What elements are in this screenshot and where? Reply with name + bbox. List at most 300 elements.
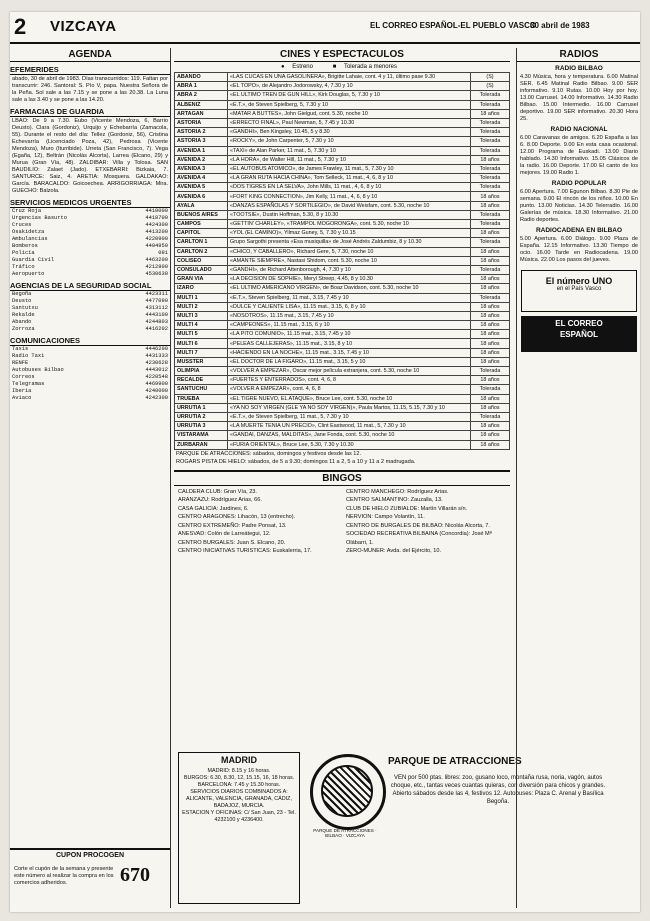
cinema-rating: 18 años — [471, 440, 510, 449]
cinema-name: ALBENIZ — [175, 100, 228, 109]
cinema-name: AVENIDA 3 — [175, 164, 228, 173]
cinema-name: MULTI 6 — [175, 339, 228, 348]
cinema-name: URRUTIA 2 — [175, 412, 228, 421]
table-row — [175, 183, 510, 192]
cinema-name: AVENIDA 5 — [175, 183, 228, 192]
agenda-item-name: Santutxu — [12, 305, 38, 311]
table-row — [175, 229, 510, 238]
bus-advert-line: SERVICIOS DIARIOS COMBINADOS A: ALICANTE, VALENCIA, GRANADA, CÁDIZ, BADAJOZ, MURCIA. — [186, 789, 292, 809]
radio-station-name: RADIO BILBAO — [555, 65, 603, 72]
cinema-listing: «AMANTE SIEMPRE», Nastasi Shidom, cont. 5.30, noche 10 — [228, 256, 471, 265]
table-row — [175, 201, 510, 210]
cinema-name: CAMPOS — [175, 220, 228, 229]
page-number: 2 — [14, 14, 27, 39]
agenda-item-phone: 4443012 — [145, 367, 168, 373]
cinema-listing: «EL AUTOBUS ATOMICO», de James Frawley, 11 mat., 5, 7.30 y 10 — [228, 164, 471, 173]
agenda-item-phone: 4220548 — [145, 374, 168, 380]
bingo-item: CENTRO INICIATIVAS TURISTICAS: Euskalerria, 17. — [178, 548, 312, 555]
agenda-item-phone: 4240000 — [145, 388, 168, 394]
table-row — [175, 91, 510, 100]
table-row — [175, 275, 510, 284]
cinema-rating: Tolerada — [471, 210, 510, 219]
agenda-list-item — [12, 367, 168, 374]
cinema-rating: Tolerada — [471, 220, 510, 229]
cinema-listing: «GANDAI, DANZAS, MALDITAS», Jane Fonda, cont. 5.30, noche 10 — [228, 431, 471, 440]
cinema-name: MULTI 1 — [175, 293, 228, 302]
agenda-list-item — [12, 298, 168, 305]
table-row — [175, 155, 510, 164]
cinema-name: CAPITOL — [175, 229, 228, 238]
radio-title: RADIOS — [517, 48, 640, 62]
table-row — [175, 247, 510, 256]
table-row — [175, 164, 510, 173]
agenda-item-name: Rekalde — [12, 312, 35, 318]
agenda-list-item — [12, 264, 168, 271]
cinema-listing: «ROCKY», de John Carpenter, 5, 7.30 y 10 — [228, 137, 471, 146]
cinema-listing: «E.T.», de Steven Spielberg, 11 mat., 5, 7.30 y 10 — [228, 412, 471, 421]
cinema-listing: «CAMPEONES», 11.15 mat., 3.15, 6 y 10 — [228, 321, 471, 330]
cinema-rating: 18 años — [471, 275, 510, 284]
cinema-rating: (S) — [471, 73, 510, 82]
table-row — [175, 137, 510, 146]
radio-stations — [517, 65, 640, 264]
agenda-item-phone: 4477090 — [145, 298, 168, 304]
cinema-name: AVENIDA 1 — [175, 146, 228, 155]
radio-station-schedule: 6.00 Apertura. 7.00 Egunon Bilbao. 8.30 Pie de semana. 9.00 El rincón de los niños. 10.00 En punto. 13.00 Noticias. 14.30 Telerradio. 16.00 Galerías de música. 18.30 Informativo. 21.00 Radio deportes. — [520, 189, 638, 223]
cinema-rating: 18 años — [471, 321, 510, 330]
agenda-heading: FARMACIAS DE GUARDIA — [10, 107, 170, 117]
table-row — [175, 394, 510, 403]
cinema-listing: «EL TOPO», de Alejandro Jodorowsky, 4, 7.30 y 10 — [228, 82, 471, 91]
note-1: PARQUE DE ATRACCIONES: sábados, domingos y festivos desde las 12. — [176, 450, 362, 457]
radio-station-name: RADIO NACIONAL — [550, 126, 608, 133]
agenda-item-name: RENFE — [12, 360, 29, 366]
cinema-rating: 18 años — [471, 403, 510, 412]
table-row — [175, 311, 510, 320]
seal-caption: PARQUE DE ATRACCIONES · BILBAO · VIZCAYA — [313, 828, 377, 838]
agenda-item-name: Taxis — [12, 346, 29, 352]
bingo-item: CENTRO MANCHEGO: Rodríguez Arias. — [346, 488, 449, 495]
table-row — [175, 220, 510, 229]
cinema-name: AVENIDA 6 — [175, 192, 228, 201]
agenda-list-item — [12, 291, 168, 298]
cinema-rating: Tolerada — [471, 183, 510, 192]
agenda-item-name: Urgencias Basurto — [12, 215, 67, 221]
cinema-name: ABRA 2 — [175, 91, 228, 100]
bingos-list-left — [174, 488, 342, 556]
radio-station-schedule: 5.00 Apertura. 6.00 Diálogo. 9.00 Plaza de España. 12.15 Informativo. 13.30 Tiempo de ocio. 16.00 Tarde en Radiocadena. 19.00 Música. 22.00 Los pasos del jueves. — [520, 236, 638, 263]
agenda-item-name: Aviaco — [12, 395, 32, 401]
cinema-name: CONSULADO — [175, 265, 228, 274]
bus-advert-line: MADRID: 8.15 y 16 horas. — [207, 768, 271, 774]
agenda-item-name: Zorroza — [12, 326, 35, 332]
table-row — [175, 293, 510, 302]
agenda-item-name: Iberia — [12, 388, 32, 394]
agenda-list-item — [12, 312, 168, 319]
cinema-listing: «EL DOCTOR DE LA FIGARO», 11.15 mat., 3.15, 5 y 10 — [228, 357, 471, 366]
cinema-rating: 18 años — [471, 339, 510, 348]
cinema-listing: «FORT KING CONNECTION», Jim Kelly, 11 mat., 4, 6, 8 y 10 — [228, 192, 471, 201]
radio-station-name: RADIO POPULAR — [551, 180, 607, 187]
bingo-item: CENTRO BURGALES: Juan S. Elcano, 20. — [178, 539, 286, 546]
bingos-title: BINGOS — [174, 472, 510, 486]
agenda-column — [10, 48, 171, 908]
cinema-rating: Tolerada — [471, 137, 510, 146]
agenda-item-phone: 4410000 — [145, 208, 168, 214]
bingo-item: CASA GALICIA: Jardines, 6. — [178, 505, 249, 512]
table-row — [175, 210, 510, 219]
agenda-item-phone: 4404950 — [145, 243, 168, 249]
cinema-listing: «DOS TIGRES EN LA SELVA», John Mills, 11 mat., 4, 6, 8 y 10 — [228, 183, 471, 192]
table-row — [175, 82, 510, 91]
cinema-listing: «VOLVER A EMPEZAR», cont. 4, 6, 8 — [228, 385, 471, 394]
cinema-name: ARTAGAN — [175, 109, 228, 118]
cinema-name: MUSSTER — [175, 357, 228, 366]
agenda-list-item — [12, 215, 168, 222]
agenda-item-name: Cruz Roja — [12, 208, 42, 214]
cinema-listing: «VOLVER A EMPEZAR», Oscar mejor película extranjera, cont. 5.30, noche 10 — [228, 367, 471, 376]
agenda-heading: EFEMERIDES — [10, 65, 170, 75]
agenda-item-name: Radio Taxi — [12, 353, 45, 359]
cinema-rating: 18 años — [471, 431, 510, 440]
cinema-rating: 18 años — [471, 357, 510, 366]
agenda-item-phone: 4413200 — [145, 229, 168, 235]
agenda-item-phone: 4431333 — [145, 353, 168, 359]
agenda-item-name: Ambulancias — [12, 236, 48, 242]
cinema-name: AYALA — [175, 201, 228, 210]
agenda-item-phone: 4423311 — [145, 291, 168, 297]
newspaper-name: EL CORREO ESPAÑOL-EL PUEBLO VASCO — [370, 21, 537, 30]
agenda-item-phone: 4463200 — [145, 257, 168, 263]
cinema-name: ASTORIA — [175, 118, 228, 127]
bingo-item: CALDERA CLUB: Gran Vía, 23. — [178, 488, 257, 495]
cinema-rating: Tolerada — [471, 128, 510, 137]
cinema-listing: «EL ULTIMO AMERICANO VIRGEN», de Boaz Davidson, cont. 5.30, noche 10 — [228, 284, 471, 293]
agenda-list — [12, 291, 168, 333]
agenda-item-name: Tráfico — [12, 264, 35, 270]
cinema-listing: «EL TIGRE NUEVO, EL ATAQUE», Bruce Lee, cont. 5.30, noche 10 — [228, 394, 471, 403]
agenda-list-item — [12, 388, 168, 395]
cinema-name: MULTI 3 — [175, 311, 228, 320]
table-row — [175, 118, 510, 127]
coupon-title: CUPON PROCOGEN — [55, 852, 125, 859]
cinema-rating: Tolerada — [471, 118, 510, 127]
cinema-listing: «E.T.», Steven Spielberg, 11 mat., 3.15, 7.45 y 10 — [228, 293, 471, 302]
bingos-list-right — [342, 488, 510, 556]
agenda-item-phone: 4416202 — [145, 326, 168, 332]
park-advert-title: PARQUE DE ATRACCIONES — [388, 756, 522, 767]
bingos-section — [174, 470, 510, 558]
cinema-rating: Tolerada — [471, 164, 510, 173]
agenda-list-item — [12, 374, 168, 381]
cinema-name: IZARO — [175, 284, 228, 293]
cinema-rating: 18 años — [471, 229, 510, 238]
agenda-text: LBAO: De 9 a 7.30. Eubo (Vicente Mendoza, 6, Barrio Deusto). Clara (Gordoniz), Urquijo y Echebarría (Zamacola, 55). Durante el resto del día: Tellez (Gordoniz, 56), Cristina Echevarría (Licenciado Poza, 42), Pedrosa (Vicente Mendoza), Muro (Iturribide). Urreta (San Francisco, 7). Vega (Egaña, 12), Beltrán (Nicolás Alcorta), Larrea (Elcano, 29) y Murua (Gran Vía, 48). ZALDIBAR: Villa y Tolosa. SAN BAUDILIO: Zalaet (Jado). ETXEBARRI: Bizkaia, 7. SANTURCE: Saiz, 4. ARETIA: Mosquera. GALDAKAO: García. BARACALDO: Goicoechea. ARRIGORRIAGA: Mira. GUECHO: Balzola. — [12, 118, 168, 194]
agenda-heading: SERVICIOS MEDICOS URGENTES — [10, 198, 170, 208]
cinema-rating: 18 años — [471, 394, 510, 403]
masthead-line-1: EL CORREO — [555, 319, 603, 328]
table-row — [175, 302, 510, 311]
cinema-name: SANTUCHU — [175, 385, 228, 394]
cinema-rating: 18 años — [471, 330, 510, 339]
legend-allowed: ■ Tolerada a menores — [332, 64, 397, 70]
agenda-list-item — [12, 381, 168, 388]
agenda-list-item — [12, 353, 168, 360]
agenda-list — [12, 346, 168, 402]
bingo-item: SOCIEDAD RECREATIVA BILBAINA (Concordia): José Mª Olábarri, 1. — [346, 531, 492, 546]
bus-advert-title: MADRID — [221, 755, 257, 765]
cinema-rating: 18 años — [471, 422, 510, 431]
promo-line-1: El número UNO — [545, 276, 613, 286]
coupon-number: 670 — [120, 864, 150, 886]
cinema-rating: Tolerada — [471, 100, 510, 109]
agenda-list — [12, 208, 168, 278]
agenda-item-name: Guardia Civil — [12, 257, 55, 263]
table-row — [175, 73, 510, 82]
table-row — [175, 422, 510, 431]
coupon-box — [10, 848, 170, 906]
agenda-list-item — [12, 346, 168, 353]
bus-advert-line: BURGOS: 6.30, 8.30, 12, 15.15, 16, 18 horas. — [183, 775, 295, 781]
cinema-rating: Tolerada — [471, 412, 510, 421]
cinema-listing: «FUERTES Y ENTERRADOS», cont. 4, 6, 8 — [228, 376, 471, 385]
newspaper-page — [10, 12, 640, 912]
park-seal-icon — [310, 754, 386, 830]
table-row — [175, 339, 510, 348]
legend-premiere: ● Estreno — [281, 64, 313, 70]
cinema-rating: Tolerada — [471, 367, 510, 376]
radio-station-schedule: 4.30 Música, hora y temperatura. 6.00 Matinal SER. 6.45 Matinal Radio Bilbao. 9.00 SER informativo. 9.10 Rutas. 10.00 Hoy por hoy. 13.00 Carrusel. 14.00 Informativo. 14.30 Radio Bilbao. 15.00 Intermedio. 16.00 Carrusel deportivo. 19.00 SER informativo. 20.30 Hora 25. — [520, 74, 638, 122]
agenda-list-item — [12, 208, 168, 215]
agenda-item-name: Correos — [12, 374, 35, 380]
issue-date: 30 abril de 1983 — [530, 21, 590, 30]
cinema-name: ZURBARAN — [175, 440, 228, 449]
cinema-legend — [174, 64, 510, 70]
cinema-listing: «MATAR A BUTTES», John Gielgud, cont. 5.30, noche 10 — [228, 109, 471, 118]
cinema-listing: «ERRECTO FINAL», Paul Newman, 5, 7.45 y 10.30 — [228, 118, 471, 127]
table-row — [175, 330, 510, 339]
cinema-listing: «DULCE Y CALIENTE LISA», 11.15 mat., 3.15, 6, 8 y 10 — [228, 302, 471, 311]
cinema-rating: 18 años — [471, 348, 510, 357]
agenda-heading: AGENCIAS DE LA SEGURIDAD SOCIAL — [10, 281, 170, 291]
cinema-name: RECALDE — [175, 376, 228, 385]
table-row — [175, 174, 510, 183]
cinema-listing: «LA DECISION DE SOPHIE», Meryl Streep, 4.45, 8 y 10.30 — [228, 275, 471, 284]
table-row — [175, 256, 510, 265]
cinema-listing: «GANDHI», Ben Kingsley, 10.45, 5 y 8.30 — [228, 128, 471, 137]
cinema-table — [174, 72, 510, 450]
cinema-name: CARLTON 1 — [175, 238, 228, 247]
cinema-rating: Tolerada — [471, 293, 510, 302]
agenda-item-phone: 091 — [158, 250, 168, 256]
agenda-list-item — [12, 395, 168, 402]
cinema-listing: Grupo Sargothi presenta «Esa musiquilla» de José Andrés Zaldumbiz, 8 y 10.30 — [228, 238, 471, 247]
table-row — [175, 440, 510, 449]
agenda-list-item — [12, 243, 168, 250]
coupon-text: Corte el cupón de la semana y presente este número al realizar la compra en los comercios adheridos. — [14, 866, 114, 886]
cinema-name: GRAN VIA — [175, 275, 228, 284]
agenda-item-phone: 4424300 — [145, 222, 168, 228]
table-row — [175, 128, 510, 137]
agenda-item-phone: 4212900 — [145, 264, 168, 270]
cinema-name: MULTI 5 — [175, 330, 228, 339]
bingo-item: CLUB DE HIELO ZUBIALDE: Martín Villarán s/n. — [346, 505, 468, 512]
agenda-item-name: Aeropuerto — [12, 271, 45, 277]
agenda-item-name: Bomberos — [12, 243, 38, 249]
cinema-name: ASTORIA 3 — [175, 137, 228, 146]
cinema-name: BUENOS AIRES — [175, 210, 228, 219]
agenda-item-name: Osakidetza — [12, 229, 45, 235]
table-row — [175, 412, 510, 421]
cinema-name: ABRA 1 — [175, 82, 228, 91]
cinema-name: VISTARAMA — [175, 431, 228, 440]
agenda-item-phone: 4313112 — [145, 305, 168, 311]
table-row — [175, 357, 510, 366]
cinema-listing: «TOOTSIE», Dustin Hoffman, 5.30, 8 y 10.30 — [228, 210, 471, 219]
radio-station-schedule: 6.00 Caravanas de amigos. 6.20 España a las 6. 8.00 Deporte. 9.00 En esta casa ocasional. 12.00 Programa de Euskadi. 13.00 Diario hablado. 14.30 Informativo. 15.05 Clásicos de la radio. 16.00 Deporte. 17.00 El canto de los mejores. 19.00 Radio 1. — [520, 135, 638, 176]
cinema-name: MULTI 2 — [175, 302, 228, 311]
promo-line-2: en el País Vasco — [556, 286, 602, 292]
agenda-list-item — [12, 360, 168, 367]
table-row — [175, 265, 510, 274]
cinema-listing: «DANZAS ESPAÑOLAS Y SORTILEGIO», de David Weisfam, cont. 5.30, noche 10 — [228, 201, 471, 210]
table-row — [175, 146, 510, 155]
cinema-rating: 18 años — [471, 256, 510, 265]
cinema-listing: «LAS CUCAS EN UNA GASOLINERA», Brigitte Lahaie, cont. 4 y 11, último pase 9.30 — [228, 73, 471, 82]
bingo-item: NERVION: Campo Volantín, 11. — [346, 514, 425, 521]
agenda-sections — [10, 65, 170, 402]
radio-station-name: RADIOCADENA EN BILBAO — [535, 227, 623, 234]
cinema-name: TRUEBA — [175, 394, 228, 403]
cinema-rating: (S) — [471, 82, 510, 91]
region-title: VIZCAYA — [50, 18, 117, 35]
cinema-listing: «HACIENDO EN LA NOCHE», 11.15 mat., 3.15, 7.45 y 10 — [228, 348, 471, 357]
cinema-rating: 18 años — [471, 302, 510, 311]
cinema-listing: «GANDHI», de Richard Attenborough, 4, 7.30 y 10 — [228, 265, 471, 274]
agenda-item-phone: 4242300 — [145, 395, 168, 401]
masthead-box — [521, 316, 637, 352]
bus-advert-line: ESTACION Y OFICINAS: C/ San Juan, 23 - Tel. 4232100 y 4236400. — [182, 810, 296, 823]
agenda-item-name: Policía — [12, 250, 35, 256]
cinema-name: MULTI 7 — [175, 348, 228, 357]
cinema-listing: «LA PITO COMUNIO», 11.15 mat., 3.15, 7.45 y 10 — [228, 330, 471, 339]
bingo-item: CENTRO ARAGONES: Lihacón, 13 (entrecho). — [178, 514, 296, 521]
agenda-item-phone: 4220900 — [145, 236, 168, 242]
bingo-item: ARANZAZU: Rodríguez Arias, 66. — [178, 497, 262, 504]
cinema-rating: Tolerada — [471, 385, 510, 394]
cinema-listing: «CHICO, Y CABALLERO», Richard Gere, 5, 7.30, noche 10 — [228, 247, 471, 256]
table-row — [175, 348, 510, 357]
cinema-rating: Tolerada — [471, 174, 510, 183]
agenda-item-name: Cruces — [12, 222, 32, 228]
cinema-name: URRUTIA 3 — [175, 422, 228, 431]
table-row — [175, 431, 510, 440]
agenda-item-phone: 4530630 — [145, 271, 168, 277]
cinema-rating: Tolerada — [471, 91, 510, 100]
park-advert-text: VEN por 500 ptas. libres: zoo, gusano loco, montaña rusa, noria, vagón, autos choque, etc., tantas veces cuantas quieras, con diversión para chicos y grandes. Abierto sábados desde las 4, festivos 12. Autobuses: Plaza C. Arenal y Basílica Begoña. — [390, 775, 606, 805]
cinema-name: AVENIDA 4 — [175, 174, 228, 183]
agenda-item-phone: 4443100 — [145, 312, 168, 318]
agenda-item-name: Autobuses Bilbao — [12, 367, 64, 373]
cinema-listing: «LA GRAN RUTA HACIA CHINA», Tom Selleck, 11 mat., 4, 6, 8 y 10 — [228, 174, 471, 183]
cinema-name: URRUTIA 1 — [175, 403, 228, 412]
agenda-list-item — [12, 229, 168, 236]
agenda-list-item — [12, 326, 168, 333]
bus-advert — [178, 752, 300, 904]
bingo-item: ANESVAD: Colón de Larreátegui, 12. — [178, 531, 271, 538]
cinema-listing: «NOSOTROS», 11.15 mat., 3.15, 7.45 y 10 — [228, 311, 471, 320]
cinema-listing: «LA HORA», de Walter Hill, 11 mat., 5, 7.30 y 10 — [228, 155, 471, 164]
cinema-listing: «GETTIN' CHARLEY», «TRAMPOL MOGORONGA», cont. 5.30, noche 10 — [228, 220, 471, 229]
cinema-rating: 18 años — [471, 155, 510, 164]
bingo-item: CENTRO DE BURGALES DE BILBAO: Nicolás Alcorta, 7. — [346, 522, 490, 529]
cinema-name: AVENIDA 2 — [175, 155, 228, 164]
ads-row — [174, 748, 606, 908]
agenda-list-item — [12, 271, 168, 278]
table-row — [175, 284, 510, 293]
cinema-rating: 18 años — [471, 109, 510, 118]
agenda-item-phone: 4244803 — [145, 319, 168, 325]
agenda-item-phone: 4469900 — [145, 381, 168, 387]
cinema-rating: 18 años — [471, 192, 510, 201]
note-2: ROGARS PISTA DE HIELO: sábados, de 5 a 9.30; domingos 11 a 2, 5 a 10 y 11 a 2 madrugada. — [176, 458, 416, 465]
cinema-listing: «FURIA ORIENTAL», Bruce Lee, 5.30, 7.30 y 10.30 — [228, 440, 471, 449]
cinema-rating: 18 años — [471, 247, 510, 256]
page-header — [10, 12, 640, 44]
agenda-list-item — [12, 257, 168, 264]
cinema-listing: «YA NO SOY VIRGEN (GLE YA NO SOY VIRGEN)», Paula Martos, 11.15, 5.15, 7.30 y 10 — [228, 403, 471, 412]
agenda-item-phone: 4230628 — [145, 360, 168, 366]
table-row — [175, 385, 510, 394]
agenda-title: AGENDA — [10, 48, 170, 62]
agenda-list-item — [12, 236, 168, 243]
cinema-rating: 18 años — [471, 376, 510, 385]
radio-column — [516, 48, 640, 908]
cinema-rating: Tolerada — [471, 265, 510, 274]
table-row — [175, 100, 510, 109]
table-row — [175, 321, 510, 330]
agenda-item-name: Telegramas — [12, 381, 45, 387]
agenda-list-item — [12, 305, 168, 312]
bingo-item: CENTRO SALMANTINO: Zauzalla, 13. — [346, 497, 443, 504]
cinema-listing: «YOL (EL CAMINO)», Yilmaz Guney, 5, 7.30 y 10.15 — [228, 229, 471, 238]
cinema-name: ABANDO — [175, 73, 228, 82]
bus-advert-line: BARCELONA: 7.45 y 15.30 horas. — [197, 782, 281, 788]
agenda-item-phone: 4418700 — [145, 215, 168, 221]
cinema-name: OLIMPIA — [175, 367, 228, 376]
table-row — [175, 376, 510, 385]
cinema-listing: «LA MUERTE TENIA UN PRECIO», Clint Eastwood, 11 mat., 5, 7.30 y 10 — [228, 422, 471, 431]
cinema-name: CARLTON 2 — [175, 247, 228, 256]
cinema-listing: «TAXI» de Alan Parker, 11 mat., 5, 7.30 y 10 — [228, 146, 471, 155]
cinema-listing: «E.T.», de Steven Spielberg, 5, 7.30 y 10 — [228, 100, 471, 109]
table-row — [175, 109, 510, 118]
cinema-rating: Tolerada — [471, 238, 510, 247]
cinema-rating: 18 años — [471, 284, 510, 293]
agenda-list-item — [12, 250, 168, 257]
cinema-rating: 18 años — [471, 201, 510, 210]
agenda-list-item — [12, 319, 168, 326]
table-row — [175, 367, 510, 376]
cinema-name: ASTORIA 2 — [175, 128, 228, 137]
agenda-list-item — [12, 222, 168, 229]
cinema-listing: «EL ULTIMO TREN DE GUN HILL», Kirk Douglas, 5, 7.30 y 10 — [228, 91, 471, 100]
table-row — [175, 238, 510, 247]
agenda-heading: COMUNICACIONES — [10, 336, 170, 346]
agenda-text: abado, 30 de abril de 1983. Días transcurridos: 119. Faltan por transcurrir: 246. Santoral: S. Pío V, papa. Nuestra Señora de la Peña. Sol sale a las 7.15 y se pone a las 20.38. La Luna sale a las 3.40 y se pone a las 14.20. — [12, 76, 168, 103]
masthead-line-2: ESPAÑOL — [559, 330, 599, 339]
agenda-item-name: Begoña — [12, 291, 32, 297]
